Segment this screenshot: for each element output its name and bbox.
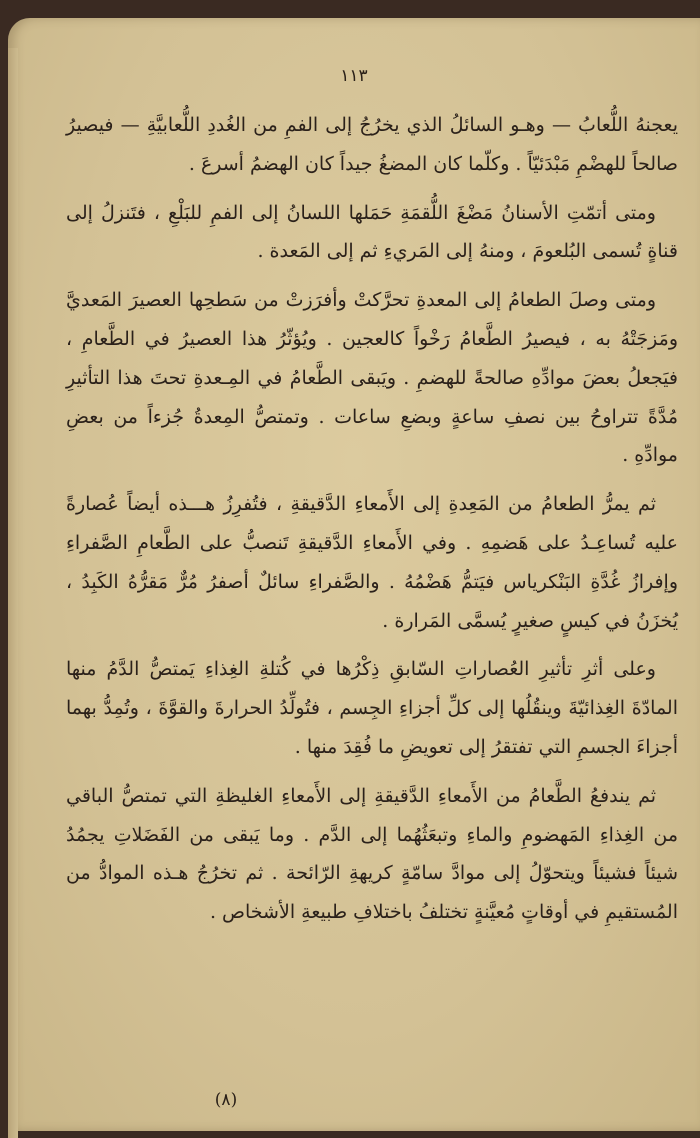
page-number: ١١٣ (340, 66, 368, 86)
paragraph-absorption: وعلى أثرِ تأثيرِ العُصاراتِ السّابقِ ذِكْرُها في كُتلةِ الغِذاءِ يَمتصُّ الدَّمُ منها المادّةَ الغِذائيّةَ وينقُلُها إلى كلِّ أجزاءِ الجِسم ، فتُولِّدُ الحرارةَ والقوَّةَ ، وتُمِدُّ بهما أجزاءَ الجسمِ التي تفتقرُ إلى تعويضِ ما فُقِدَ منها . (66, 658, 678, 758)
book-page (8, 18, 700, 1131)
paragraph-saliva: يعجنهُ اللُّعابُ — وهـو السائلُ الذي يخرُجُ إلى الفمِ من الغُددِ اللُّعابيَّةِ — فيصيرُ صالحاً للهضْمِ مَبْدَئيّاً . وكلّما كان المضغُ جيداً كان الهضمُ أسرعَ . (66, 114, 678, 175)
body-text (66, 106, 678, 932)
page-edge (8, 48, 18, 1138)
paragraph-large-intestine: ثم يندفعُ الطَّعامُ من الأَمعاءِ الدَّقيقةِ إلى الأَمعاءِ الغليظةِ التي تمتصُّ الباقي من الغِذاءِ المَهضومِ والماءِ وتبعَثُهُما إلى الدَّم . وما يَبقى من الفَضَلاتِ يجمُدُ شيئاً فشيئاً ويتحوّلُ إلى موادَّ سامّةٍ كريهةِ الرّائحة . ثم تخرُجُ هـذه الموادُّ من المُستقيمِ في أوقاتٍ مُعيَّنةٍ تختلفُ باختلافِ طبيعةِ الأشخاص . (66, 784, 678, 924)
paragraph-swallowing: ومتى أتمّتِ الأسنانُ مَضْغَ اللُّقمَةِ حَمَلها اللسانُ إلى الفمِ للبَلْعِ ، فتَنزلُ إلى قناةٍ تُسمى البُلعومَ ، ومنهُ إلى المَريءِ ثم إلى المَعدة . (66, 201, 678, 263)
paragraph-stomach: ومتى وصلَ الطعامُ إلى المعدةِ تحرَّكتْ وأفرَزتْ من سَطحِها العصيرَ المَعديَّ ومَزجَتْهُ به ، فيصيرُ الطَّعامُ رَخْواً كالعجين . ويُؤثّرُ هذا العصيرُ في الطَّعامِ ، فيَجعلُ بعضَ موادِّهِ صالحةً للهضمِ . ويَبقى الطَّعامُ في المِـعدةِ تحتَ هذا التأثيرِ مُدَّةً تتراوحُ بين نصفِ ساعةٍ وبضعِ ساعات . وتمتصُّ المِعدةُ جُزءاً من بعضِ موادِّهِ . (66, 289, 678, 467)
paragraph-small-intestine: ثم يمرُّ الطعامُ من المَعِدةِ إلى الأَمعاءِ الدَّقيقةِ ، فتُفرِزُ هـــذه أيضاً عُصارةً عليه تُساعِـدُ على هَضمِهِ . وفي الأَمعاءِ الدَّقيقةِ تَنصبُّ على الطَّعامِ الصَّفراءِ وإفرازُ غُدَّةِ البَنْكرياس فيَتمُّ هَضْمُهُ . والصَّفراءِ سائلٌ أصفرُ مُرٌّ مَقرُّهُ الكَبِدُ ، يُخزَنُ في كيسٍ صغيرٍ يُسمَّى المَرارة . (66, 493, 678, 632)
signature-mark: (٨) (214, 1090, 238, 1110)
